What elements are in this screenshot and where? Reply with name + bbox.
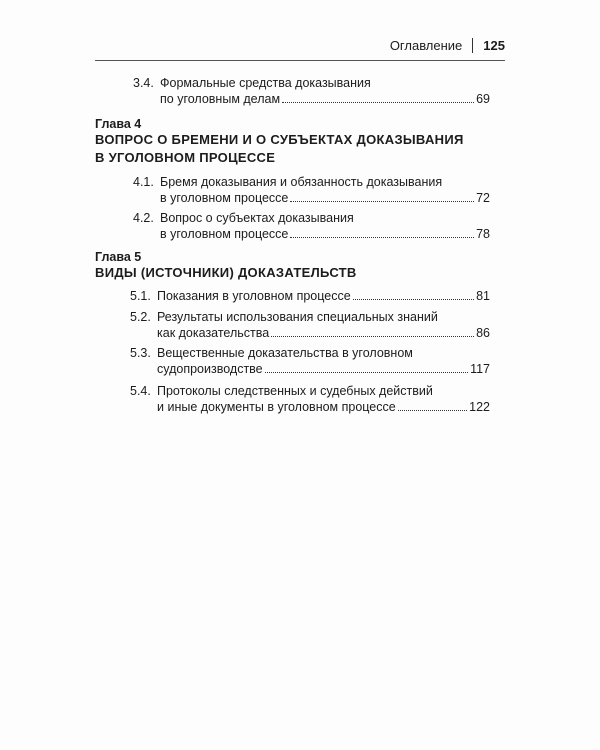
dot-leader [282, 101, 474, 103]
header-page-number: 125 [483, 38, 505, 53]
entry-title: Вопрос о субъектах доказывания [160, 211, 354, 225]
chapter-5-label: Глава 5 [95, 250, 142, 264]
entry-number: 5.1. [130, 289, 151, 303]
chapter-title-line: ВОПРОС О БРЕМЕНИ И О СУБЪЕКТАХ ДОКАЗЫВАНИЯ [95, 132, 464, 147]
header-rule [95, 60, 505, 61]
chapter-4-title[interactable] [95, 131, 515, 167]
entry-page: 78 [476, 227, 490, 241]
entry-title-cont: и иные документы в уголовном процессе [157, 400, 396, 414]
entry-line2 [157, 399, 490, 415]
entry-title: Формальные средства доказывания [160, 76, 371, 90]
entry-page: 117 [470, 362, 490, 376]
entry-title: Протоколы следственных и судебных действий [157, 384, 433, 398]
entry-page: 86 [476, 326, 490, 340]
entry-title-cont: в уголовном процессе [160, 227, 289, 241]
entry-line [130, 288, 490, 304]
entry-title: Показания в уголовном процессе [157, 289, 351, 303]
entry-page: 72 [476, 191, 490, 205]
entry-line2 [157, 361, 490, 377]
dot-leader [271, 335, 474, 337]
entry-page: 69 [476, 92, 490, 106]
entry-page: 122 [469, 400, 490, 414]
dot-leader [290, 200, 474, 202]
entry-page: 81 [476, 289, 490, 303]
entry-number: 5.3. [130, 346, 151, 360]
entry-number: 4.1. [133, 175, 154, 189]
toc-entry-4-2[interactable] [133, 210, 490, 244]
entry-line2 [160, 91, 490, 107]
chapter-5-title[interactable] [95, 264, 515, 282]
running-header [390, 38, 505, 53]
entry-number: 5.2. [130, 310, 151, 324]
toc-entry-5-2[interactable] [130, 309, 490, 343]
entry-line2 [160, 226, 490, 242]
entry-title: Бремя доказывания и обязанность доказывания [160, 175, 443, 189]
toc-entry-5-3[interactable] [130, 345, 490, 379]
toc-entry-4-1[interactable] [133, 174, 490, 208]
entry-number: 3.4. [133, 76, 154, 90]
entry-line2 [160, 190, 490, 206]
entry-number: 5.4. [130, 384, 151, 398]
chapter-title-line: ВИДЫ (ИСТОЧНИКИ) ДОКАЗАТЕЛЬСТВ [95, 265, 357, 280]
dot-leader [398, 409, 467, 411]
entry-number: 4.2. [133, 211, 154, 225]
chapter-title-line: В УГОЛОВНОМ ПРОЦЕССЕ [95, 150, 276, 165]
toc-entry-5-1[interactable] [130, 288, 490, 306]
entry-line2 [157, 325, 490, 341]
dot-leader [353, 298, 474, 300]
entry-title-cont: по уголовным делам [160, 92, 281, 106]
toc-entry-3-4[interactable] [133, 75, 490, 109]
entry-title: Вещественные доказательства в уголовном [157, 346, 413, 360]
chapter-4-label: Глава 4 [95, 117, 142, 131]
dot-leader [290, 236, 474, 238]
toc-entry-5-4[interactable] [130, 383, 490, 417]
entry-title-cont: в уголовном процессе [160, 191, 289, 205]
entry-title-cont: как доказательства [157, 326, 270, 340]
entry-title: Результаты использования специальных знаний [157, 310, 438, 324]
entry-title-cont: судопроизводстве [157, 362, 263, 376]
header-separator [472, 38, 473, 53]
header-section-title: Оглавление [389, 38, 463, 53]
dot-leader [265, 371, 468, 373]
